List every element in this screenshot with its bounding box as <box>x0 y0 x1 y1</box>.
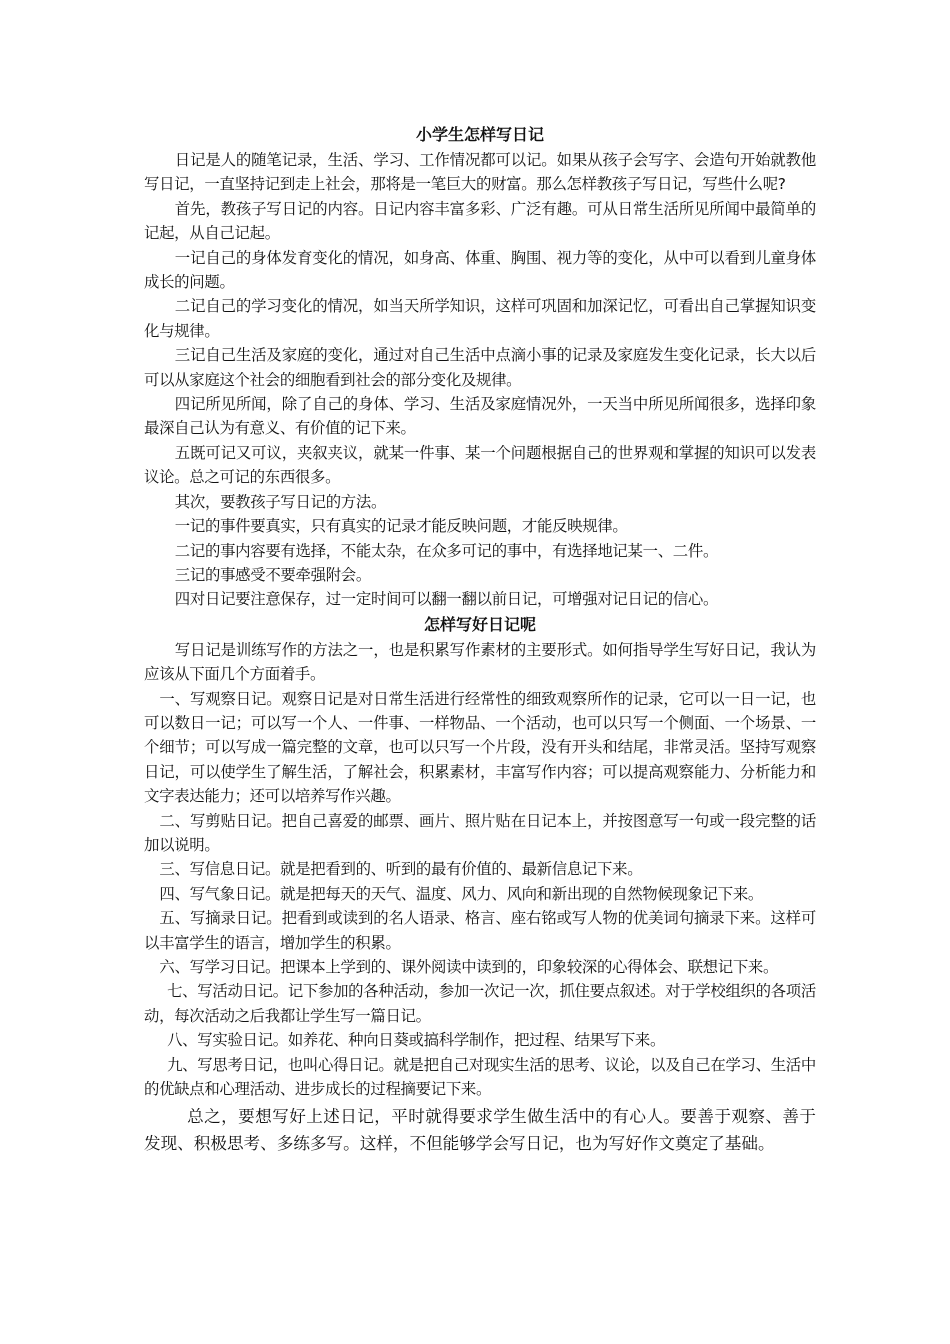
paragraph: 四记所见所闻，除了自己的身体、学习、生活及家庭情况外，一天当中所见所闻很多，选择印象最深自己认为有意义、有价值的记下来。 <box>144 395 816 438</box>
paragraph: 二记的事内容要有选择，不能太杂，在众多可记的事中，有选择地记某一、二件。 <box>174 541 719 560</box>
paragraph: 七、写活动日记。记下参加的各种活动，参加一次记一次，抓住要点叙述。对于学校组织的各项活动，每次活动之后我都让学生写一篇日记。 <box>144 982 816 1025</box>
closing-paragraph: 总之，要想写好上述日记，平时就得要求学生做生活中的有心人。要善于观察、善于发现、积极思考、多练多写。这样，不但能够学会写日记，也为写好作文奠定了基础。 <box>144 1107 816 1153</box>
document-title: 小学生怎样写日记 <box>415 125 544 144</box>
paragraph: 三、写信息日记。就是把看到的、听到的最有价值的、最新信息记下来。 <box>159 860 643 879</box>
paragraph: 九、写思考日记，也叫心得日记。就是把自己对现实生活的思考、议论，以及自己在学习、生活中的优缺点和心理活动、进步成长的过程摘要记下来。 <box>144 1055 816 1099</box>
paragraph: 一、写观察日记。观察日记是对日常生活进行经常性的细致观察所作的记录，它可以一日一记，也可以数日一记；可以写一个人、一件事、一样物品、一个活动，也可以只写一个侧面、一个场景、一个细节；可以写成一篇完整的文章，也可以只写一个片段，没有开头和结尾，非常灵活。坚持写观察日记，可以使学生了解生活，了解社会，积累素材，丰富写作内容；可以提高观察能力、分析能力和文字表达能力；还可以培养写作兴趣。 <box>144 689 816 806</box>
paragraph: 二记自己的学习变化的情况，如当天所学知识，这样可巩固和加深记忆，可看出自己掌握知识变化与规律。 <box>144 297 816 340</box>
paragraph: 五既可记又可议，夹叙夹议，就某一件事、某一个问题根据自己的世界观和掌握的知识可以发表议论。总之可记的东西很多。 <box>144 443 816 487</box>
paragraph: 首先，教孩子写日记的内容。日记内容丰富多彩、广泛有趣。可从日常生活所见所闻中最简单的记起，从自己记起。 <box>144 199 816 243</box>
paragraph: 写日记是训练写作的方法之一，也是积累写作素材的主要形式。如何指导学生写好日记，我认为应该从下面几个方面着手。 <box>144 640 816 684</box>
paragraph: 一记的事件要真实，只有真实的记录才能反映问题，才能反映规律。 <box>174 517 628 536</box>
paragraph: 一记自己的身体发育变化的情况，如身高、体重、胸围、视力等的变化，从中可以看到儿童身体成长的问题。 <box>144 248 816 292</box>
paragraph: 其次，要教孩子写日记的方法。 <box>174 492 387 511</box>
paragraph: 四、写气象日记。就是把每天的天气、温度、风力、风向和新出现的自然物候现象记下来。 <box>159 884 764 903</box>
paragraph: 六、写学习日记。把课本上学到的、课外阅读中读到的，印象较深的心得体会、联想记下来。 <box>159 958 779 976</box>
paragraph: 三记自己生活及家庭的变化，通过对自己生活中点滴小事的记录及家庭发生变化记录，长大以后可以从家庭这个社会的细胞看到社会的部分变化及规律。 <box>144 346 816 389</box>
paragraph: 四对日记要注意保存，过一定时间可以翻一翻以前日记，可增强对记日记的信心。 <box>174 590 719 609</box>
document-page <box>144 122 816 1157</box>
paragraph: 日记是人的随笔记录，生活、学习、工作情况都可以记。如果从孩子会写字、会造句开始就教他写日记，一直坚持记到走上社会，那将是一笔巨大的财富。那么怎样教孩子写日记，写些什么呢? <box>144 151 816 194</box>
paragraph: 二、写剪贴日记。把自己喜爱的邮票、画片、照片贴在日记本上，并按图意写一句或一段完整的话加以说明。 <box>144 811 816 854</box>
paragraph: 五、写摘录日记。把看到或读到的名人语录、格言、座右铭或写人物的优美词句摘录下来。这样可以丰富学生的语言，增加学生的积累。 <box>144 909 816 952</box>
section-title: 怎样写好日记呢 <box>423 614 536 634</box>
paragraph: 三记的事感受不要牵强附会。 <box>174 565 371 584</box>
paragraph: 八、写实验日记。如养花、种向日葵或搞科学制作，把过程、结果写下来。 <box>167 1031 666 1050</box>
